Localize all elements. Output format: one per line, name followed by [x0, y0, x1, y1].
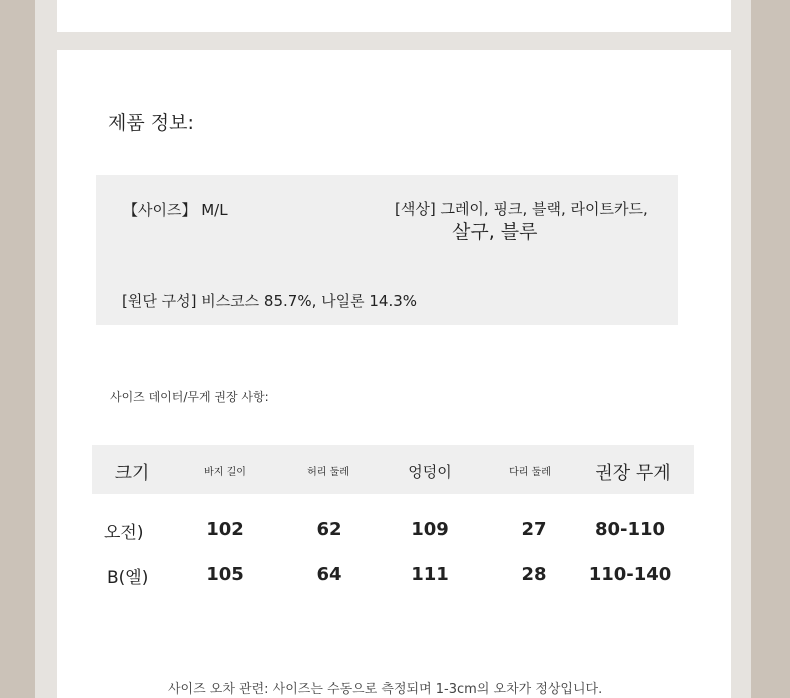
table-cell: 64 [316, 564, 342, 585]
color-info-line2: 살구, 블루 [452, 221, 538, 243]
previous-section-card [57, 0, 731, 32]
table-cell: 62 [316, 519, 342, 540]
product-info-title: 제품 정보: [108, 112, 194, 134]
size-table-subtitle: 사이즈 데이터/무게 권장 사항: [110, 390, 269, 404]
table-cell: 27 [521, 519, 547, 540]
table-cell: 111 [411, 564, 449, 585]
header-pants-length: 바지 길이 [204, 467, 246, 478]
table-cell: 110-140 [588, 564, 672, 585]
color-info-line1: [색상] 그레이, 핑크, 블랙, 라이트카드, [395, 200, 648, 218]
size-error-note: 사이즈 오차 관련: 사이즈는 수동으로 측정되며 1-3cm의 오차가 정상입니다. [168, 682, 603, 697]
product-info-card [57, 50, 731, 698]
table-cell: 102 [206, 519, 244, 540]
row-label: 오전) [104, 523, 144, 543]
header-waist: 허리 둘레 [307, 467, 349, 478]
table-cell: 28 [521, 564, 547, 585]
header-hip: 엉덩이 [408, 463, 452, 481]
header-recommended-weight: 권장 무게 [595, 463, 671, 484]
header-size: 크기 [114, 463, 150, 484]
size-info: 【사이즈】 M/L [123, 201, 228, 219]
fabric-composition: [원단 구성] 비스코스 85.7%, 나일론 14.3% [122, 292, 418, 310]
row-label: B(엘) [107, 568, 149, 588]
table-cell: 109 [411, 519, 449, 540]
table-cell: 80-110 [594, 519, 666, 540]
header-leg: 다리 둘레 [509, 467, 551, 478]
table-cell: 105 [206, 564, 244, 585]
